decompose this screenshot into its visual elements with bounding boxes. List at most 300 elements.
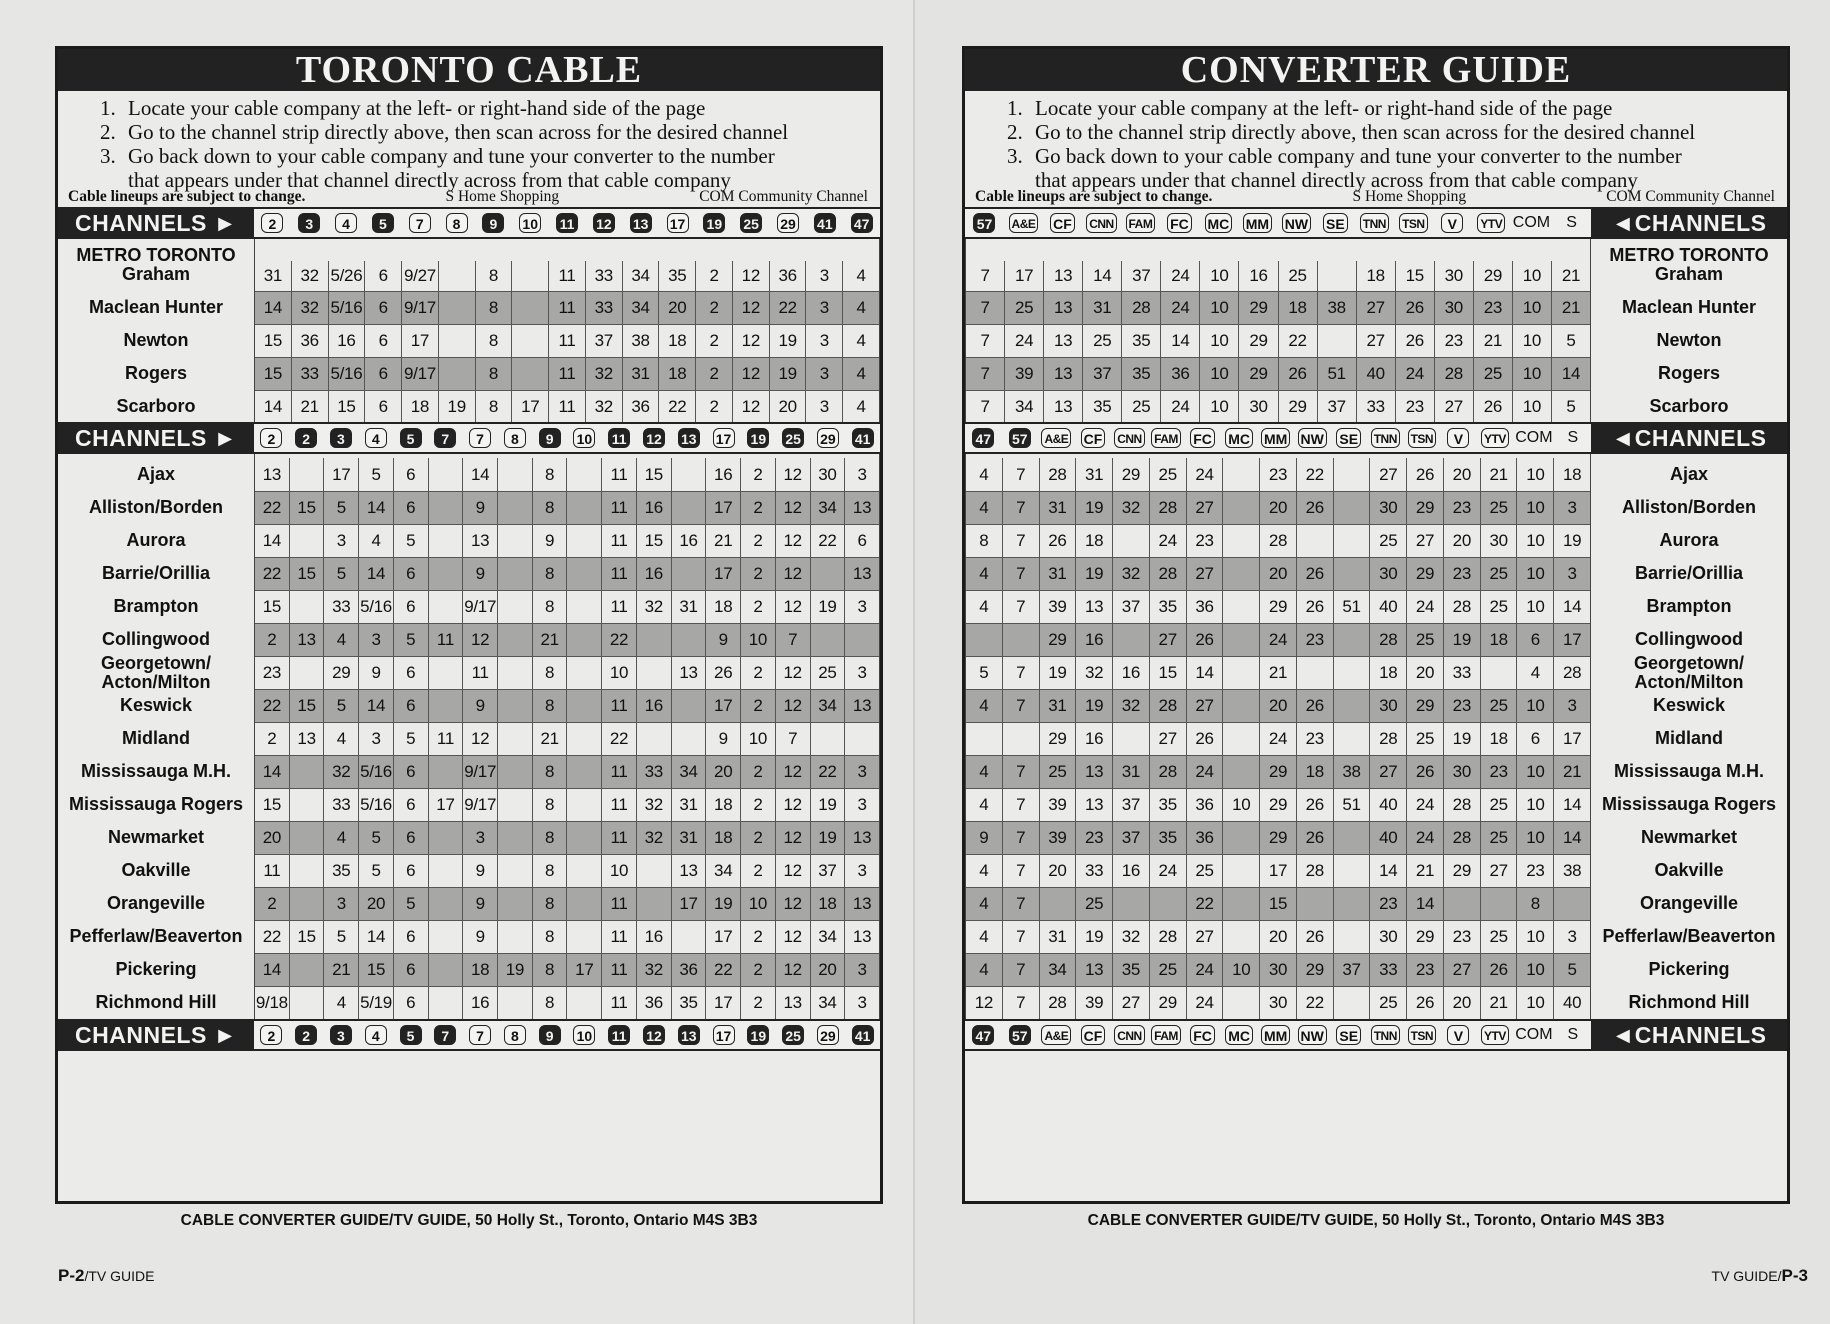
channel-number bbox=[1222, 822, 1259, 854]
channel-number: 12 bbox=[732, 261, 769, 291]
channel-number: 19 bbox=[705, 888, 740, 920]
channel-number: 33 bbox=[1443, 657, 1480, 689]
channel-number bbox=[428, 690, 463, 722]
channel-slot bbox=[1552, 213, 1591, 233]
channel-slot bbox=[637, 428, 672, 449]
channel-slot bbox=[1148, 428, 1185, 448]
channel-number: 6 bbox=[364, 325, 401, 357]
channel-badge: 7 bbox=[434, 1025, 456, 1045]
channel-number: 15 bbox=[1395, 261, 1434, 291]
channel-slot bbox=[741, 428, 776, 449]
channel-number: 18 bbox=[1553, 458, 1590, 491]
channel-number: 6 bbox=[393, 690, 428, 722]
channel-number: 7 bbox=[775, 624, 810, 656]
channel-slot bbox=[1440, 1025, 1477, 1046]
channel-slot bbox=[1294, 428, 1331, 449]
channel-number: 22 bbox=[1186, 888, 1223, 920]
channel-number: 36 bbox=[671, 954, 706, 986]
channel-number: 51 bbox=[1333, 591, 1370, 623]
channel-number: 27 bbox=[1480, 855, 1517, 887]
channel-number: 27 bbox=[1356, 325, 1395, 357]
channel-number bbox=[289, 789, 324, 821]
channel-number: 19 bbox=[1553, 525, 1590, 557]
channel-slot bbox=[1316, 213, 1355, 234]
channel-badge: 7 bbox=[434, 428, 456, 448]
channel-number: 8 bbox=[532, 756, 567, 788]
channel-number bbox=[289, 822, 324, 854]
channel-number: 26 bbox=[1296, 822, 1333, 854]
company-label: Mississauga Rogers bbox=[1601, 794, 1777, 814]
channel-slot bbox=[1367, 428, 1404, 448]
channel-number: 19 bbox=[769, 358, 806, 390]
channel-number: 30 bbox=[1259, 954, 1296, 986]
channel-number: 27 bbox=[1434, 391, 1473, 422]
channel-number: 17 bbox=[705, 921, 740, 953]
table-row bbox=[255, 357, 879, 390]
channel-number: 26 bbox=[1296, 690, 1333, 722]
channel-number: 33 bbox=[636, 756, 671, 788]
channel-badge: V bbox=[1447, 1025, 1469, 1045]
channel-number: 11 bbox=[601, 822, 636, 854]
channel-number: 11 bbox=[601, 954, 636, 986]
channel-number: 4 bbox=[842, 325, 879, 357]
channel-number: 2 bbox=[695, 358, 732, 390]
channel-number: 8 bbox=[532, 954, 567, 986]
company-name bbox=[58, 821, 254, 854]
channel-slot bbox=[1075, 1025, 1112, 1046]
company-label: Richmond Hill bbox=[95, 992, 217, 1012]
channel-number: 7 bbox=[980, 364, 990, 383]
channel-number bbox=[1333, 525, 1370, 557]
channel-number: 32 bbox=[636, 789, 671, 821]
channel-number: 7 bbox=[1002, 789, 1039, 821]
channel-number: 8 bbox=[532, 492, 567, 524]
channel-number: 2 bbox=[740, 492, 775, 524]
channel-number: 13 bbox=[1075, 954, 1112, 986]
channel-number: 3 bbox=[1553, 558, 1590, 590]
channel-number: 5 bbox=[1551, 325, 1590, 357]
channel-number: 12 bbox=[732, 391, 769, 422]
channel-number: 20 bbox=[1259, 690, 1296, 722]
community-channel-note: COM Community Channel bbox=[1606, 188, 1775, 205]
channels-label: CHANNELS ► bbox=[75, 424, 237, 451]
channel-number: 4 bbox=[979, 597, 989, 616]
channel-number: 19 bbox=[1039, 657, 1076, 689]
channel-number: 5 bbox=[1551, 391, 1590, 422]
table-row bbox=[966, 357, 1590, 390]
table-row bbox=[255, 390, 879, 422]
channel-number: 35 bbox=[1149, 591, 1186, 623]
channel-number: 21 bbox=[1406, 855, 1443, 887]
table-row bbox=[255, 291, 879, 324]
channel-number: 19 bbox=[769, 325, 806, 357]
channel-number: 5 bbox=[393, 723, 428, 755]
channel-number bbox=[1296, 525, 1333, 557]
channel-number bbox=[671, 921, 706, 953]
channel-slot bbox=[1184, 428, 1221, 449]
channel-number: 40 bbox=[1369, 591, 1406, 623]
channel-number: 29 bbox=[1278, 391, 1317, 422]
company-label: Graham bbox=[121, 264, 191, 284]
channel-number: 14 bbox=[1160, 325, 1199, 357]
channel-number bbox=[511, 292, 548, 324]
channel-number: 51 bbox=[1317, 358, 1356, 390]
channel-number: 31 bbox=[671, 789, 706, 821]
channel-number: 18 bbox=[1480, 624, 1517, 656]
channel-number: 3 bbox=[323, 525, 358, 557]
channel-number: 23 bbox=[1296, 723, 1333, 755]
channel-number: 7 bbox=[1002, 458, 1039, 491]
company-name bbox=[58, 722, 254, 755]
channel-number: 36 bbox=[1186, 789, 1223, 821]
company-label: Mississauga M.H. bbox=[80, 761, 232, 781]
channel-number bbox=[1222, 888, 1259, 920]
channel-number: 7 bbox=[1002, 987, 1039, 1019]
channel-number: 8 bbox=[532, 987, 567, 1019]
channel-number bbox=[497, 789, 532, 821]
metro-grid bbox=[254, 239, 880, 422]
channel-number: 14 bbox=[358, 558, 393, 590]
company-label: Georgetown/ Acton/Milton bbox=[100, 652, 211, 692]
channel-number bbox=[566, 756, 601, 788]
company-name bbox=[58, 953, 254, 986]
channel-number: 36 bbox=[291, 325, 328, 357]
channel-number: 8 bbox=[475, 325, 512, 357]
channel-number: 34 bbox=[671, 756, 706, 788]
channel-number: 26 bbox=[1186, 624, 1223, 656]
channel-slot bbox=[1513, 428, 1554, 448]
channel-number: 28 bbox=[1149, 492, 1186, 524]
channel-number: 15 bbox=[328, 391, 365, 422]
channel-number: 24 bbox=[1406, 822, 1443, 854]
table-row bbox=[966, 920, 1590, 953]
channel-number: 9/17 bbox=[462, 756, 497, 788]
channel-number: 21 bbox=[291, 391, 328, 422]
channel-number bbox=[497, 657, 532, 689]
channel-slot bbox=[438, 213, 475, 234]
channel-number: 11 bbox=[548, 358, 585, 390]
company-name bbox=[58, 357, 254, 390]
channel-number: 25 bbox=[1121, 391, 1160, 422]
channel-number: 4 bbox=[842, 391, 879, 422]
channel-slot bbox=[1184, 1025, 1221, 1046]
company-name bbox=[1591, 291, 1787, 324]
channel-number: 13 bbox=[844, 690, 879, 722]
channel-number: 28 bbox=[1443, 822, 1480, 854]
channel-number: 26 bbox=[1296, 591, 1333, 623]
channel-number: 30 bbox=[1369, 558, 1406, 590]
channel-number bbox=[810, 558, 845, 590]
channel-number: 22 bbox=[810, 525, 845, 557]
channel-number: 28 bbox=[1121, 292, 1160, 324]
table-row bbox=[966, 854, 1590, 887]
instruction-number: 1. bbox=[1007, 96, 1023, 120]
channel-number: 13 bbox=[844, 492, 879, 524]
channel-number: 34 bbox=[810, 690, 845, 722]
channel-number bbox=[566, 624, 601, 656]
channel-badge: 11 bbox=[608, 428, 630, 448]
channel-number: 20 bbox=[1259, 921, 1296, 953]
channel-number: 35 bbox=[1121, 358, 1160, 390]
channel-number: 6 bbox=[393, 954, 428, 986]
channel-badge: 9 bbox=[482, 213, 504, 233]
channel-badge: 25 bbox=[782, 428, 804, 448]
channel-number: 13 bbox=[1043, 391, 1082, 422]
channel-number: 25 bbox=[1369, 525, 1406, 557]
channel-number bbox=[566, 690, 601, 722]
company-name bbox=[58, 854, 254, 887]
table-row bbox=[255, 590, 879, 623]
channels-label: ◄CHANNELS bbox=[1611, 1021, 1767, 1048]
instruction-text: Go back down to your cable company and tune your converter to the number bbox=[128, 144, 775, 168]
instruction-2 bbox=[100, 120, 788, 144]
channel-number bbox=[497, 492, 532, 524]
channel-number: 29 bbox=[1238, 358, 1277, 390]
channel-number: 10 bbox=[740, 624, 775, 656]
channel-badge: MM bbox=[1261, 1025, 1290, 1045]
channel-number: 17 bbox=[1259, 855, 1296, 887]
channel-number: 11 bbox=[601, 789, 636, 821]
channel-number bbox=[1039, 888, 1076, 920]
channel-number: 7 bbox=[1002, 954, 1039, 986]
channel-number: 24 bbox=[1186, 987, 1223, 1019]
channel-number: 27 bbox=[1186, 921, 1223, 953]
channel-number: 11 bbox=[428, 624, 463, 656]
channel-number bbox=[636, 657, 671, 689]
channel-number: 2 bbox=[740, 987, 775, 1019]
channel-number: 22 bbox=[705, 954, 740, 986]
channel-number: 28 bbox=[1434, 358, 1473, 390]
channel-number bbox=[438, 325, 475, 357]
channel-number: 7 bbox=[980, 266, 990, 285]
channel-number: 6 bbox=[393, 657, 428, 689]
channel-slot bbox=[567, 1025, 602, 1046]
channel-slot bbox=[254, 428, 289, 449]
channel-number: 4 bbox=[979, 861, 989, 880]
channels-label: ◄CHANNELS bbox=[1611, 424, 1767, 451]
channel-number: 17 bbox=[566, 954, 601, 986]
channel-number: 4 bbox=[979, 762, 989, 781]
channel-number: 2 bbox=[740, 657, 775, 689]
channel-number: 7 bbox=[1002, 657, 1039, 689]
channel-number: 27 bbox=[1443, 954, 1480, 986]
channel-number: 19 bbox=[1075, 690, 1112, 722]
channel-number: 5 bbox=[979, 663, 989, 682]
channel-number: 2 bbox=[695, 261, 732, 291]
channel-number: 11 bbox=[263, 861, 281, 880]
channel-number: 31 bbox=[1039, 690, 1076, 722]
channel-number: 4 bbox=[979, 498, 989, 517]
channel-number: 25 bbox=[1480, 690, 1517, 722]
channel-number: 5 bbox=[323, 690, 358, 722]
channel-number: 26 bbox=[1296, 921, 1333, 953]
channel-number: 10 bbox=[1512, 261, 1551, 291]
channel-slot bbox=[845, 1025, 880, 1046]
company-label: Pefferlaw/Beaverton bbox=[69, 926, 243, 946]
channel-number: 32 bbox=[323, 756, 358, 788]
channel-number: 40 bbox=[1356, 358, 1395, 390]
channel-number: 9 bbox=[705, 723, 740, 755]
channel-number: 17 bbox=[705, 987, 740, 1019]
channel-badge: NW bbox=[1282, 213, 1311, 233]
right-page bbox=[915, 0, 1830, 1324]
channel-badge: 57 bbox=[973, 213, 995, 233]
channel-badge: COM bbox=[1512, 214, 1551, 231]
channel-badge: A&E bbox=[1041, 428, 1071, 448]
company-label: Alliston/Borden bbox=[89, 497, 223, 517]
channel-number: 19 bbox=[438, 391, 475, 422]
change-note: Cable lineups are subject to change. bbox=[975, 188, 1213, 205]
channel-number: 9 bbox=[462, 492, 497, 524]
channel-number bbox=[511, 358, 548, 390]
channel-number: 23 bbox=[1259, 458, 1296, 491]
channel-number: 34 bbox=[622, 292, 659, 324]
channel-number: 27 bbox=[1186, 690, 1223, 722]
channel-number: 23 bbox=[1406, 954, 1443, 986]
channel-number: 22 bbox=[658, 391, 695, 422]
channel-number: 29 bbox=[1259, 591, 1296, 623]
channel-badge: FAM bbox=[1151, 1025, 1181, 1045]
table-row bbox=[966, 524, 1590, 557]
channel-number bbox=[1002, 624, 1039, 656]
folio bbox=[58, 1266, 154, 1286]
channel-number: 30 bbox=[1434, 261, 1473, 291]
channel-slot bbox=[324, 428, 359, 449]
channel-number: 19 bbox=[810, 591, 845, 623]
channel-number: 25 bbox=[1480, 558, 1517, 590]
channel-slot bbox=[254, 213, 291, 234]
channel-number: 6 bbox=[393, 591, 428, 623]
channel-badge: 17 bbox=[713, 1025, 735, 1045]
channel-number: 8 bbox=[475, 292, 512, 324]
channel-slot bbox=[1277, 213, 1316, 234]
channel-number: 35 bbox=[1149, 789, 1186, 821]
channel-number: 31 bbox=[622, 358, 659, 390]
channel-number: 22 bbox=[1296, 987, 1333, 1019]
channel-number: 13 bbox=[1043, 261, 1082, 291]
channel-number: 12 bbox=[732, 292, 769, 324]
channel-number: 21 bbox=[1259, 657, 1296, 689]
channel-number: 11 bbox=[601, 756, 636, 788]
company-label: Ajax bbox=[1669, 464, 1709, 484]
channel-number: 38 bbox=[1553, 855, 1590, 887]
table-row bbox=[966, 590, 1590, 623]
regional-section bbox=[965, 454, 1787, 1019]
channel-number: 10 bbox=[1516, 822, 1553, 854]
channel-number: 15 bbox=[636, 458, 671, 491]
converter-guide-panel bbox=[962, 46, 1790, 1204]
channel-number: 32 bbox=[1112, 690, 1149, 722]
channel-number: 5 bbox=[358, 855, 393, 887]
channel-number: 12 bbox=[775, 822, 810, 854]
channel-number: 3 bbox=[844, 789, 879, 821]
channel-number: 4 bbox=[979, 464, 989, 484]
channel-number: 26 bbox=[1186, 723, 1223, 755]
channel-number: 26 bbox=[1395, 292, 1434, 324]
table-row bbox=[966, 689, 1590, 722]
channel-number: 9/18 bbox=[255, 993, 288, 1012]
channel-number: 3 bbox=[358, 624, 393, 656]
channel-number: 2 bbox=[740, 954, 775, 986]
channel-number: 23 bbox=[262, 663, 282, 682]
instruction-text: Go to the channel strip directly above, then scan across for the desired channel bbox=[128, 120, 789, 144]
channel-number: 13 bbox=[844, 558, 879, 590]
channel-slot bbox=[291, 213, 328, 234]
channel-number: 3 bbox=[323, 888, 358, 920]
channel-number: 15 bbox=[263, 331, 283, 350]
channel-number bbox=[566, 558, 601, 590]
company-label: Brampton bbox=[1646, 596, 1732, 616]
channel-number: 10 bbox=[1516, 690, 1553, 722]
company-name bbox=[1591, 458, 1787, 491]
channel-number: 3 bbox=[358, 723, 393, 755]
channel-number: 23 bbox=[1443, 690, 1480, 722]
channel-number: 18 bbox=[658, 325, 695, 357]
channel-number: 5 bbox=[393, 525, 428, 557]
instruction-text: that appears under that channel directly across from that cable company bbox=[1035, 168, 1638, 192]
instruction-text: Locate your cable company at the left- or right-hand side of the page bbox=[128, 96, 706, 120]
channel-number: 29 bbox=[1259, 756, 1296, 788]
metro-grid bbox=[965, 239, 1591, 422]
channel-number: 25 bbox=[1406, 624, 1443, 656]
channel-slot bbox=[1511, 213, 1552, 233]
channel-number: 4 bbox=[842, 358, 879, 390]
company-name bbox=[58, 239, 254, 291]
company-name bbox=[1591, 722, 1787, 755]
group-heading: METRO TORONTO bbox=[76, 245, 236, 265]
channel-number: 30 bbox=[1238, 391, 1277, 422]
channel-number: 6 bbox=[393, 921, 428, 953]
channel-number: 20 bbox=[1039, 855, 1076, 887]
channel-badge: 9 bbox=[539, 428, 561, 448]
channel-number: 15 bbox=[1259, 888, 1296, 920]
channel-number: 9 bbox=[462, 888, 497, 920]
channel-number: 7 bbox=[1002, 888, 1039, 920]
channel-number bbox=[1222, 657, 1259, 689]
channel-slot bbox=[696, 213, 733, 234]
channel-badge: 11 bbox=[608, 1025, 630, 1045]
channel-number: 16 bbox=[636, 921, 671, 953]
channel-number: 15 bbox=[289, 921, 324, 953]
channel-number: 17 bbox=[401, 325, 438, 357]
channel-number: 26 bbox=[1278, 358, 1317, 390]
channel-badge: 25 bbox=[740, 213, 762, 233]
channel-slot bbox=[1555, 1025, 1592, 1045]
channel-badge: TSN bbox=[1399, 213, 1428, 233]
channel-number: 19 bbox=[810, 789, 845, 821]
channel-slot bbox=[358, 428, 393, 449]
channel-slot bbox=[706, 428, 741, 449]
channel-badges bbox=[965, 209, 1591, 237]
footer-address: CABLE CONVERTER GUIDE/TV GUIDE, 50 Holly St., Toronto, Ontario M4S 3B3 bbox=[1087, 1212, 1665, 1229]
channel-number: 26 bbox=[1480, 954, 1517, 986]
channel-number: 15 bbox=[1149, 657, 1186, 689]
channel-number: 16 bbox=[1238, 261, 1277, 291]
channel-number bbox=[636, 723, 671, 755]
channel-number: 37 bbox=[1121, 261, 1160, 291]
channel-number: 14 bbox=[1082, 261, 1121, 291]
channel-slot bbox=[1394, 213, 1433, 233]
channel-number bbox=[428, 657, 463, 689]
channel-number: 21 bbox=[1553, 756, 1590, 788]
channel-number: 6 bbox=[393, 458, 428, 491]
channel-badge: 17 bbox=[713, 428, 735, 448]
channel-number: 14 bbox=[358, 690, 393, 722]
channel-number: 2 bbox=[695, 391, 732, 422]
channel-number: 6 bbox=[364, 358, 401, 390]
channel-badge: MM bbox=[1261, 428, 1290, 448]
channel-number: 11 bbox=[601, 888, 636, 920]
